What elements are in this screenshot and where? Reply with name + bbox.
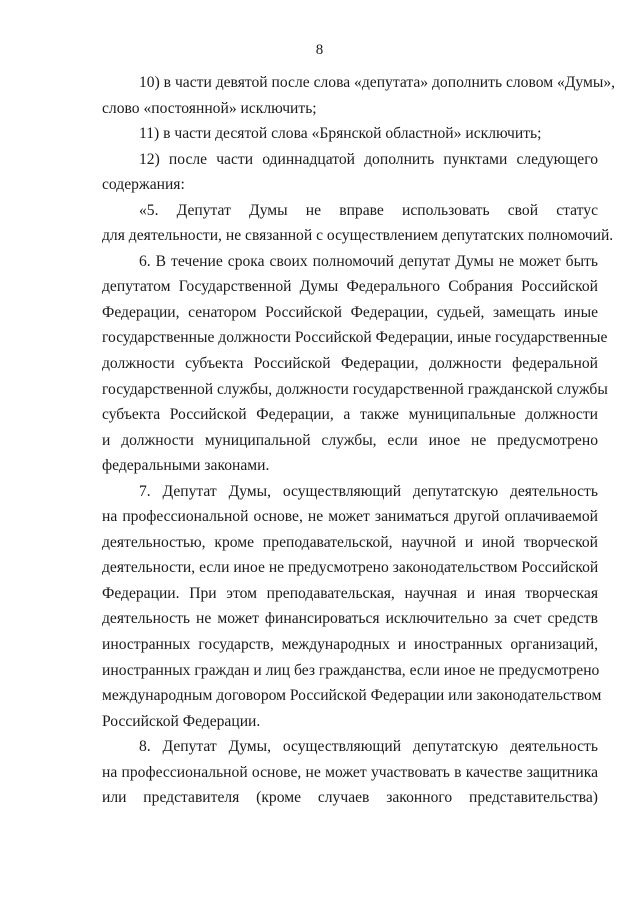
page-number: 8 — [315, 42, 324, 58]
text-line: деятельностью, кроме преподавательской, научной и иной творческой — [102, 533, 598, 551]
text-line: и должности муниципальной службы, если иное не предусмотрено — [102, 431, 598, 449]
text-line: или представителя (кроме случаев законного представительства) — [102, 789, 598, 807]
text-line: 11) в части десятой слова «Брянской областной» исключить; — [139, 125, 542, 143]
text-line: субъекта Российской Федерации, а также муниципальные должности — [102, 406, 598, 424]
text-line: иностранных государств, международных и иностранных организаций, — [102, 636, 598, 654]
text-line: 7. Депутат Думы, осуществляющий депутатскую деятельность — [139, 482, 598, 500]
text-line: 10) в части девятой после слова «депутата» дополнить словом «Думы», — [139, 74, 616, 91]
text-line: деятельности, если иное не предусмотрено законодательством Российской — [102, 559, 599, 577]
text-line: должности субъекта Российской Федерации, должности федеральной — [102, 355, 598, 373]
paragraph — [102, 121, 598, 147]
paragraph — [102, 198, 614, 249]
text-line: Российской Федерации. — [102, 712, 261, 730]
text-line: федеральными законами. — [102, 457, 270, 475]
text-line: «5. Депутат Думы не вправе использовать свой статус — [139, 201, 598, 219]
text-line: для деятельности, не связанной с осуществлением депутатских полномочий. — [102, 227, 614, 245]
paragraph — [102, 147, 598, 198]
paragraph — [102, 249, 608, 479]
text-line: деятельность не может финансироваться исключительно за счет средств — [102, 610, 598, 628]
text-line: Федерации. При этом преподавательская, научная и иная творческая — [102, 584, 598, 602]
text-line: депутатом Государственной Думы Федерального Собрания Российской — [102, 278, 598, 296]
text-line: 8. Депутат Думы, осуществляющий депутатскую деятельность — [139, 738, 598, 756]
text-line: государственной службы, должности государственной гражданской службы — [102, 380, 608, 398]
paragraph — [102, 479, 602, 734]
text-line: на профессиональной основе, не может заниматься другой оплачиваемой — [102, 508, 598, 526]
text-line: на профессиональной основе, не может участвовать в качестве защитника — [102, 763, 598, 781]
document-body — [102, 70, 616, 811]
text-line: 12) после части одиннадцатой дополнить пунктами следующего — [139, 150, 598, 168]
paragraph — [102, 70, 616, 121]
text-line: государственные должности Российской Федерации, иные государственные — [102, 329, 608, 347]
text-line: Федерации, сенатором Российской Федерации, судьей, замещать иные — [102, 303, 598, 321]
text-line: содержания: — [102, 176, 185, 194]
paragraph — [102, 734, 598, 811]
text-line: иностранных граждан и лиц без гражданства, если иное не предусмотрено — [102, 661, 600, 679]
text-line: международным договором Российской Федерации или законодательством — [102, 687, 602, 705]
text-line: 6. В течение срока своих полномочий депутат Думы не может быть — [139, 252, 598, 270]
text-line: слово «постоянной» исключить; — [102, 99, 317, 117]
